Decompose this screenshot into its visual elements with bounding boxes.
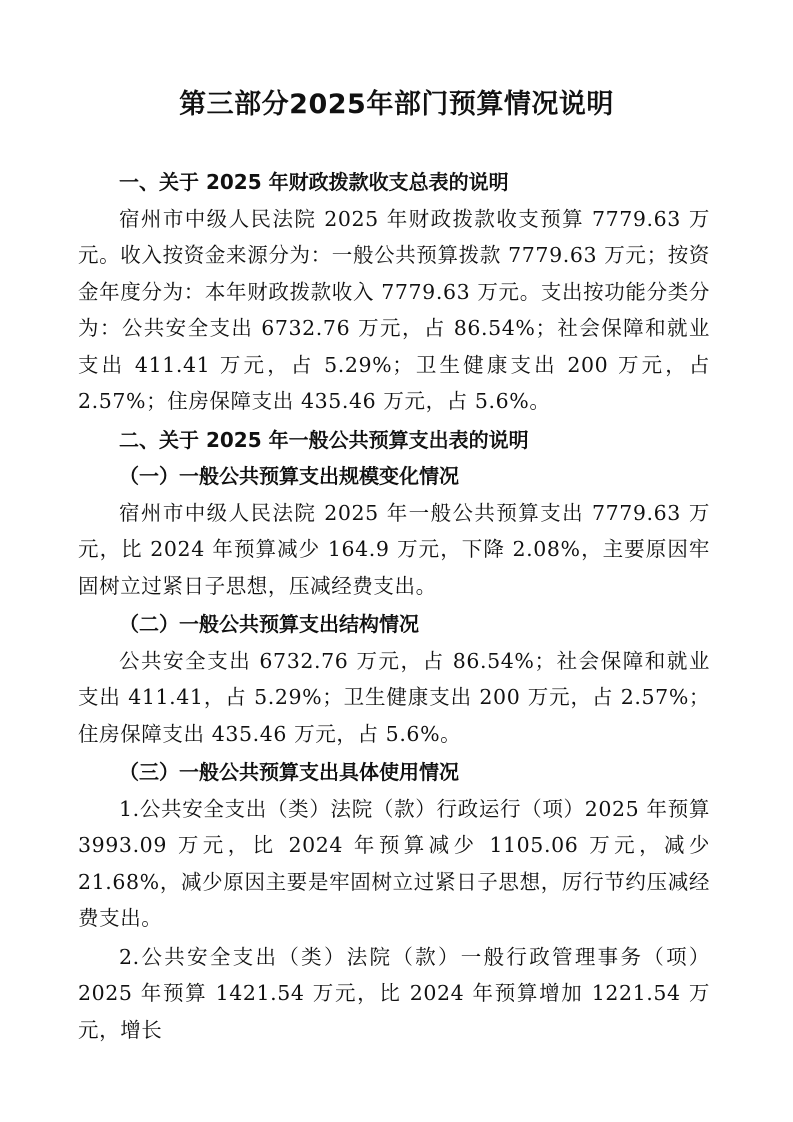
paragraph-3: 公共安全支出 6732.76 万元，占 86.54%；社会保障和就业支出 411.41，占 5.29%；卫生健康支出 200 万元，占 2.57%；住房保障支出 435.46 万元，占 5.6%。 xyxy=(78,648,710,746)
paragraph-1: 宿州市中级人民法院 2025 年财政拨款收支预算 7779.63 万元。收入按资金来源分为：一般公共预算拨款 7779.63 万元；按资金年度分为：本年财政拨款收入 7779.63 万元。支出按功能分类分为：公共安全支出 6732.76 万元，占 86.54%；社会保障和就业支出 411.41 万元，占 5.29%；卫生健康支出 200 万元，占 2.57%；住房保障支出 435.46 万元，占 5.6%。 xyxy=(78,206,710,413)
page-title: 第三部分2025年部门预算情况说明 xyxy=(179,89,614,120)
paragraph-4: 1.公共安全支出（类）法院（款）行政运行（项）2025 年预算 3993.09 万元，比 2024 年预算减少 1105.06 万元，减少 21.68%，减少原因主要是牢固树立过紧日子思想，厉行节约压减经费支出。 xyxy=(78,796,710,930)
subsection-heading-1: （一）一般公共预算支出规模变化情况 xyxy=(119,464,459,488)
section-heading-2: 二、关于 2025 年一般公共预算支出表的说明 xyxy=(119,427,529,452)
document-body xyxy=(78,164,710,1048)
subsection-heading-2: （二）一般公共预算支出结构情况 xyxy=(119,612,419,636)
paragraph-2: 宿州市中级人民法院 2025 年一般公共预算支出 7779.63 万元，比 2024 年预算减少 164.9 万元，下降 2.08%，主要原因牢固树立过紧日子思想，压减经费支出。 xyxy=(78,500,710,598)
paragraph-5: 2.公共安全支出（类）法院（款）一般行政管理事务（项）2025 年预算 1421.54 万元，比 2024 年预算增加 1221.54 万元，增长 xyxy=(78,944,710,1042)
subsection-heading-3: （三）一般公共预算支出具体使用情况 xyxy=(119,760,459,784)
section-heading-1: 一、关于 2025 年财政拨款收支总表的说明 xyxy=(119,170,509,194)
